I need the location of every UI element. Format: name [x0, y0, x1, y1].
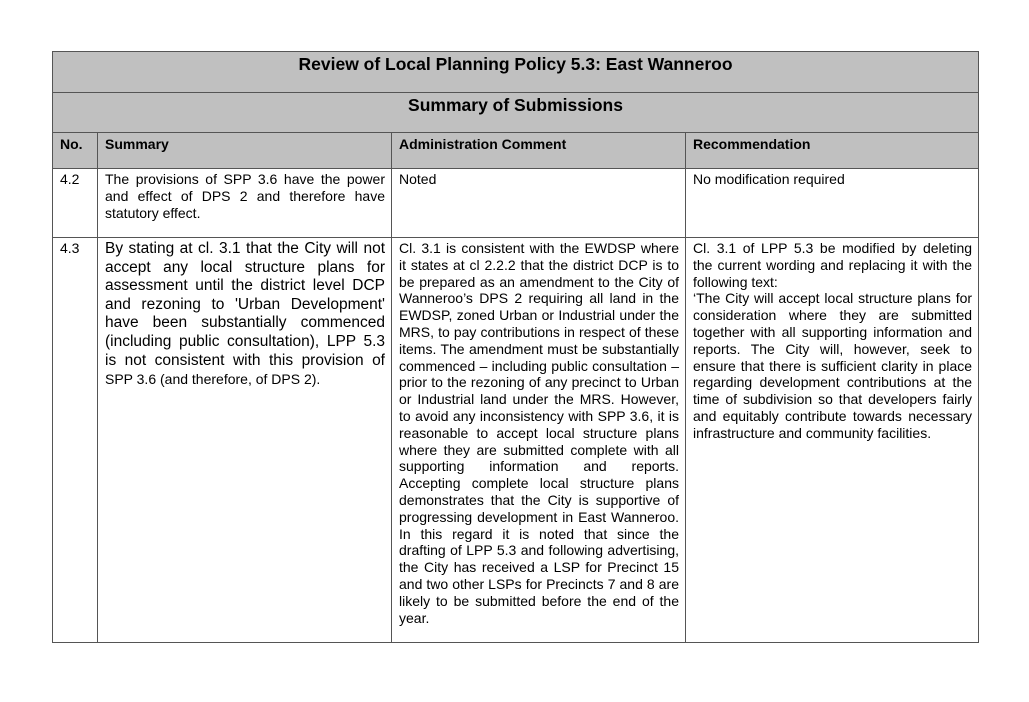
column-header-summary: Summary — [98, 133, 392, 169]
table-row — [53, 169, 979, 238]
row-recommendation — [686, 238, 979, 643]
title-row — [53, 52, 979, 93]
column-header-recommendation: Recommendation — [686, 133, 979, 169]
row-comment: Noted — [392, 169, 686, 238]
recommendation-quote: ‘The City will accept local structure plans for consideration where they are submitted together with all supporting information and reports. The City will, however, seek to ensure that there is sufficient clarity in place regarding development contributions at the time of subdivision so that developers fairly and equitably contribute towards necessary infrastructure and community facilities. — [693, 290, 973, 441]
column-header-row — [53, 133, 979, 169]
row-summary: The provisions of SPP 3.6 have the power and effect of DPS 2 and therefore have statutory effect. — [98, 169, 392, 238]
row-number: 4.3 — [53, 238, 98, 643]
row-number: 4.2 — [53, 169, 98, 238]
column-header-comment: Administration Comment — [392, 133, 686, 169]
row-comment: Cl. 3.1 is consistent with the EWDSP where it states at cl 2.2.2 that the district DCP is to be prepared as an amendment to the City of Wanneroo’s DPS 2 requiring all land in the EWDSP, zoned Urban or Industrial under the MRS, to pay contributions in respect of these items. The amendment must be substantially commenced – including public consultation – prior to the rezoning of any precinct to Urban or Industrial land under the MRS. However, to avoid any inconsistency with SPP 3.6, it is reasonable to accept local structure plans where they are submitted complete with all supporting information and reports. Accepting complete local structure plans demonstrates that the City is supportive of progressing development in East Wanneroo. In this regard it is noted that since the drafting of LPP 5.3 and following advertising, the City has received a LSP for Precinct 15 and two other LSPs for Precincts 7 and 8 are likely to be submitted before the end of the year. — [392, 238, 686, 643]
submissions-table — [52, 51, 979, 643]
row-summary — [98, 238, 392, 643]
row-recommendation: No modification required — [686, 169, 979, 238]
table-row — [53, 238, 979, 643]
column-header-no: No. — [53, 133, 98, 169]
document-subtitle: Summary of Submissions — [53, 93, 979, 133]
document-title: Review of Local Planning Policy 5.3: East Wanneroo — [53, 52, 979, 93]
row-summary-tail: SPP 3.6 (and therefore, of DPS 2). — [105, 371, 321, 388]
recommendation-intro: Cl. 3.1 of LPP 5.3 be modified by deleting the current wording and replacing it with the following text: — [693, 240, 973, 290]
row-summary-main: By stating at cl. 3.1 that the City will not accept any local structure plans for assessment until the district level DCP and rezoning to 'Urban Development' have been substantially commenced (including public consultation), LPP 5.3 is not consistent with this provision of — [105, 240, 385, 369]
subtitle-row — [53, 93, 979, 133]
